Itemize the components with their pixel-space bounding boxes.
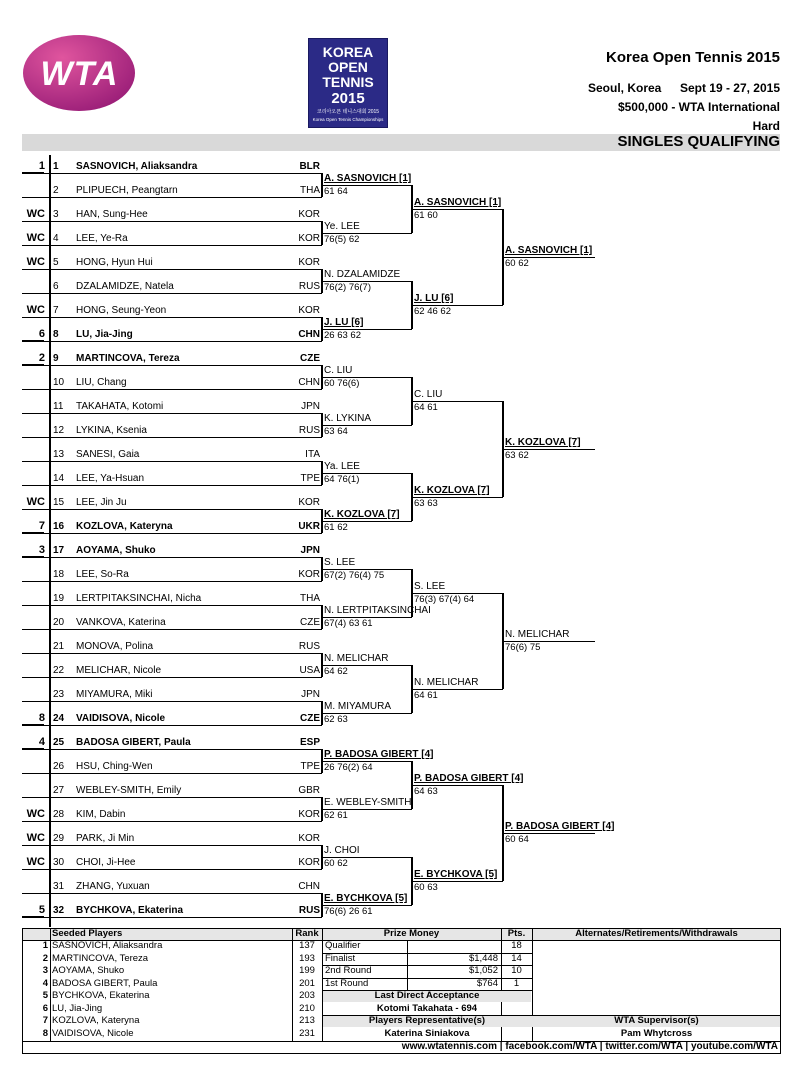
- player-name: LEE, So-Ra: [76, 569, 129, 580]
- seed-rule: [22, 821, 51, 822]
- prize-points: 14: [511, 952, 522, 964]
- player-seed: WC: [26, 232, 45, 244]
- round1-score: 61 64: [324, 186, 348, 197]
- qualifier-score: 60 62: [505, 258, 529, 269]
- player-seed: 6: [38, 328, 45, 340]
- player-name: BYCHKOVA, Ekaterina: [76, 905, 184, 916]
- round2-winner: J. LU [6]: [414, 293, 454, 304]
- player-name: LU, Jia-Jing: [76, 329, 133, 340]
- player-seed: WC: [26, 808, 45, 820]
- seed-rule: [22, 605, 51, 606]
- seed-name: KOZLOVA, Kateryna: [52, 1015, 140, 1026]
- seed-name: MARTINCOVA, Tereza: [52, 952, 149, 964]
- supervisor-label: WTA Supervisor(s): [614, 1015, 699, 1026]
- seed-rule: [22, 245, 51, 246]
- tournament-location: Seoul, Korea: [588, 81, 662, 95]
- player-name: MARTINCOVA, Tereza: [76, 353, 180, 364]
- player-nationality: KOR: [298, 857, 320, 868]
- seed-rule: [22, 701, 51, 702]
- seed-name: LU, Jia-Jing: [52, 1002, 103, 1014]
- seed-rule-bold: [22, 916, 44, 918]
- round1-winner: Ye. LEE: [324, 221, 360, 232]
- player-name: KIM, Dabin: [76, 809, 126, 820]
- player-name: BADOSA GIBERT, Paula: [76, 737, 191, 748]
- player-draw-number: 28: [53, 809, 65, 820]
- player-seed: WC: [26, 832, 45, 844]
- player-line: [51, 653, 322, 654]
- player-draw-number: 18: [53, 569, 65, 580]
- player-nationality: RUS: [298, 425, 320, 436]
- player-seed: WC: [26, 856, 45, 868]
- player-line: [51, 413, 322, 414]
- player-draw-number: 29: [53, 833, 65, 844]
- round1-score: 26 63 62: [324, 330, 361, 341]
- footer-column-rule: [50, 928, 51, 1042]
- player-name: LYKINA, Ksenia: [76, 425, 147, 436]
- prize-round: 1st Round: [325, 977, 369, 989]
- player-line: [51, 485, 322, 486]
- seed-number: 2: [42, 952, 48, 964]
- round2-score: 60 63: [414, 882, 438, 893]
- round1-score: 26 76(2) 64: [324, 762, 373, 773]
- player-name: VAIDISOVA, Nicole: [76, 713, 166, 724]
- qualifier-score: 76(6) 75: [505, 642, 541, 653]
- event-logo-line-4: 2015: [331, 90, 365, 107]
- player-line: [51, 605, 322, 606]
- player-line: [51, 581, 322, 582]
- player-line: [51, 437, 322, 438]
- seed-number: 3: [42, 965, 48, 976]
- player-line: [51, 221, 322, 222]
- round2-winner: N. MELICHAR: [414, 677, 479, 688]
- round1-winner: K. KOZLOVA [7]: [324, 509, 400, 520]
- player-line: [51, 317, 322, 318]
- prize-money-header: Prize Money: [383, 928, 440, 939]
- player-nationality: THA: [300, 593, 320, 604]
- player-draw-number: 21: [53, 641, 65, 652]
- event-logo-line-3: TENNIS: [322, 74, 374, 90]
- seed-rule: [22, 293, 51, 294]
- player-name: HONG, Hyun Hui: [76, 257, 153, 268]
- player-draw-number: 7: [53, 305, 59, 316]
- player-seed: 2: [38, 352, 45, 364]
- prize-amount: $1,448: [468, 952, 498, 964]
- player-name: HONG, Seung-Yeon: [76, 305, 167, 316]
- seed-name: VAIDISOVA, Nicole: [52, 1027, 134, 1039]
- player-nationality: RUS: [298, 905, 320, 916]
- round1-winner: N. LERTPITAKSINCHAI: [324, 605, 431, 616]
- player-line: [51, 725, 322, 726]
- player-draw-number: 31: [53, 881, 65, 892]
- player-name: HAN, Sung-Hee: [76, 209, 148, 220]
- event-logo-line-2: OPEN: [328, 59, 368, 75]
- seed-rule-bold: [22, 172, 44, 174]
- player-nationality: RUS: [298, 281, 320, 292]
- seed-column-rule: [49, 155, 51, 927]
- player-nationality: ESP: [299, 737, 320, 748]
- seed-rule: [22, 581, 51, 582]
- player-line: [51, 845, 322, 846]
- event-logo: [308, 38, 388, 128]
- player-nationality: KOR: [298, 569, 320, 580]
- round1-winner: C. LIU: [324, 365, 353, 376]
- player-draw-number: 14: [53, 473, 65, 484]
- points-header: Pts.: [507, 928, 526, 939]
- seed-number: 6: [42, 1002, 48, 1014]
- seed-rule: [22, 629, 51, 630]
- player-line: [51, 869, 322, 870]
- qualifier-name: K. KOZLOVA [7]: [505, 437, 581, 448]
- round2-score: 64 63: [414, 786, 438, 797]
- player-nationality: ITA: [305, 449, 320, 460]
- seed-rank: 137: [299, 940, 315, 951]
- player-seed: 1: [38, 160, 45, 172]
- event-logo-small: 코리아오픈 테니스대회 2015: [316, 109, 380, 115]
- prize-round: Qualifier: [325, 940, 361, 951]
- round2-winner: C. LIU: [414, 389, 443, 400]
- tournament-dates: Sept 19 - 27, 2015: [679, 81, 780, 95]
- round1-score: 67(4) 63 61: [324, 618, 373, 629]
- seed-rule-bold: [22, 532, 44, 534]
- player-line: [51, 173, 322, 174]
- player-nationality: THA: [300, 185, 320, 196]
- round1-winner: Ya. LEE: [324, 461, 360, 472]
- seed-rule: [22, 269, 51, 270]
- player-name: MONOVA, Polina: [76, 641, 154, 652]
- seed-rule: [22, 653, 51, 654]
- round2-score: 62 46 62: [414, 306, 451, 317]
- player-line: [51, 701, 322, 702]
- seed-rule: [22, 461, 51, 462]
- player-nationality: RUS: [298, 641, 320, 652]
- round1-winner: P. BADOSA GIBERT [4]: [324, 749, 434, 760]
- player-line: [51, 629, 322, 630]
- player-draw-number: 32: [53, 905, 65, 916]
- player-nationality: KOR: [298, 305, 320, 316]
- rep-value: Katerina Siniakova: [384, 1027, 470, 1039]
- player-draw-number: 10: [53, 377, 65, 388]
- seed-rule-bold: [22, 724, 44, 726]
- round2-winner: K. KOZLOVA [7]: [414, 485, 490, 496]
- player-name: PARK, Ji Min: [76, 833, 135, 844]
- player-draw-number: 16: [53, 521, 65, 532]
- prize-points: 18: [511, 940, 522, 951]
- round1-winner: E. WEBLEY-SMITH: [324, 797, 412, 808]
- event-logo-sub: Korea Open Tennis Championships: [312, 117, 384, 122]
- player-name: LEE, Ya-Hsuan: [76, 473, 145, 484]
- player-draw-number: 4: [53, 233, 59, 244]
- player-nationality: TPE: [300, 473, 320, 484]
- round2-score: 63 63: [414, 498, 438, 509]
- player-name: WEBLEY-SMITH, Emily: [76, 785, 182, 796]
- player-draw-number: 5: [53, 257, 59, 268]
- player-nationality: CHN: [298, 329, 320, 340]
- seed-rule: [22, 797, 51, 798]
- round1-score: 64 76(1): [324, 474, 360, 485]
- player-draw-number: 26: [53, 761, 65, 772]
- draw-title: SINGLES QUALIFYING: [617, 133, 780, 150]
- player-line: [51, 893, 322, 894]
- round1-winner: J. CHOI: [324, 845, 360, 856]
- player-line: [51, 365, 322, 366]
- player-seed: 3: [38, 544, 45, 556]
- prize-points: 10: [511, 965, 522, 976]
- seed-rule: [22, 317, 51, 318]
- round1-score: 62 61: [324, 810, 348, 821]
- seed-rule: [22, 389, 51, 390]
- player-seed: WC: [26, 256, 45, 268]
- round1-score: 67(2) 76(4) 75: [324, 570, 385, 581]
- lda-label: Last Direct Acceptance: [374, 990, 480, 1001]
- player-line: [51, 341, 322, 342]
- seed-number: 8: [42, 1027, 48, 1039]
- round2-winner: P. BADOSA GIBERT [4]: [414, 773, 524, 784]
- round1-winner: A. SASNOVICH [1]: [324, 173, 412, 184]
- player-seed: 8: [38, 712, 45, 724]
- prize-amount: $764: [476, 977, 498, 989]
- player-nationality: GBR: [298, 785, 320, 796]
- round1-winner: N. MELICHAR: [324, 653, 389, 664]
- wta-logo-text: WTA: [40, 55, 119, 93]
- player-nationality: CZE: [300, 617, 320, 628]
- qualifier-score: 60 64: [505, 834, 529, 845]
- player-seed: WC: [26, 208, 45, 220]
- player-draw-number: 19: [53, 593, 65, 604]
- round1-score: 62 63: [324, 714, 348, 725]
- prize-round: Finalist: [325, 952, 356, 964]
- player-seed: 5: [38, 904, 45, 916]
- seed-rank: 213: [299, 1015, 315, 1026]
- seed-rank: 193: [299, 952, 315, 964]
- player-line: [51, 389, 322, 390]
- player-nationality: JPN: [300, 545, 320, 556]
- player-nationality: CHN: [298, 881, 320, 892]
- round1-score: 76(6) 26 61: [324, 906, 373, 917]
- round1-score: 63 64: [324, 426, 348, 437]
- seed-rule-bold: [22, 556, 44, 558]
- seed-rule: [22, 437, 51, 438]
- tournament-title: Korea Open Tennis 2015: [606, 49, 780, 66]
- player-name: PLIPUECH, Peangtarn: [76, 185, 178, 196]
- tournament-surface: Hard: [752, 119, 780, 133]
- player-nationality: JPN: [301, 401, 320, 412]
- round1-score: 76(5) 62: [324, 234, 360, 245]
- alternates-header: Alternates/Retirements/Withdrawals: [575, 928, 738, 939]
- player-line: [51, 677, 322, 678]
- seed-rule-bold: [22, 364, 44, 366]
- player-nationality: CZE: [300, 713, 320, 724]
- player-draw-number: 17: [53, 545, 65, 556]
- seed-rank: 203: [299, 990, 315, 1001]
- tournament-prize: $500,000 - WTA International: [617, 100, 780, 114]
- player-nationality: CHN: [298, 377, 320, 388]
- qualifier-score: 63 62: [505, 450, 529, 461]
- player-name: SASNOVICH, Aliaksandra: [76, 161, 198, 172]
- round1-winner: N. DZALAMIDZE: [324, 269, 401, 280]
- round2-score: 64 61: [414, 402, 438, 413]
- seed-number: 7: [42, 1015, 48, 1026]
- seed-name: AOYAMA, Shuko: [52, 965, 125, 976]
- player-draw-number: 2: [53, 185, 59, 196]
- player-draw-number: 30: [53, 857, 65, 868]
- seed-name: SASNOVICH, Aliaksandra: [52, 940, 163, 951]
- seed-rank: 201: [299, 977, 315, 989]
- player-nationality: KOR: [298, 209, 320, 220]
- player-nationality: KOR: [298, 809, 320, 820]
- player-name: KOZLOVA, Kateryna: [76, 521, 173, 532]
- player-name: ZHANG, Yuxuan: [76, 881, 150, 892]
- qualifier-name: P. BADOSA GIBERT [4]: [505, 821, 615, 832]
- player-nationality: KOR: [298, 497, 320, 508]
- player-seed: 4: [38, 736, 45, 748]
- prize-round: 2nd Round: [325, 965, 372, 976]
- seed-rank: 231: [299, 1027, 315, 1039]
- round1-score: 60 62: [324, 858, 348, 869]
- player-line: [51, 533, 322, 534]
- player-draw-number: 15: [53, 497, 65, 508]
- player-line: [51, 917, 322, 918]
- seed-rank: 199: [299, 965, 315, 976]
- player-draw-number: 1: [53, 161, 59, 172]
- seed-number: 1: [42, 940, 48, 951]
- player-name: LEE, Jin Ju: [76, 497, 127, 508]
- player-name: HSU, Ching-Wen: [76, 761, 153, 772]
- player-line: [51, 509, 322, 510]
- player-name: LIU, Chang: [76, 377, 127, 388]
- player-name: LEE, Ye-Ra: [76, 233, 128, 244]
- player-draw-number: 27: [53, 785, 65, 796]
- player-name: VANKOVA, Katerina: [76, 617, 166, 628]
- player-line: [51, 773, 322, 774]
- seed-rule-bold: [22, 340, 44, 342]
- player-line: [51, 197, 322, 198]
- player-seed: 7: [38, 520, 45, 532]
- player-line: [51, 797, 322, 798]
- round1-winner: J. LU [6]: [324, 317, 364, 328]
- rank-header: Rank: [295, 928, 319, 939]
- player-line: [51, 293, 322, 294]
- player-name: DZALAMIDZE, Natela: [76, 281, 174, 292]
- seed-number: 4: [42, 977, 48, 989]
- seed-name: BADOSA GIBERT, Paula: [52, 977, 158, 989]
- player-line: [51, 245, 322, 246]
- player-name: CHOI, Ji-Hee: [76, 857, 136, 868]
- player-draw-number: 6: [53, 281, 59, 292]
- seed-rule: [22, 773, 51, 774]
- rep-label: Players Representative(s): [368, 1015, 486, 1026]
- event-logo-line-1: KOREA: [322, 44, 374, 60]
- player-draw-number: 3: [53, 209, 59, 220]
- player-name: MIYAMURA, Miki: [76, 689, 153, 700]
- round2-score: 61 60: [414, 210, 438, 221]
- player-name: MELICHAR, Nicole: [76, 665, 162, 676]
- player-line: [51, 269, 322, 270]
- player-line: [51, 821, 322, 822]
- player-line: [51, 557, 322, 558]
- seed-rule: [22, 677, 51, 678]
- player-nationality: KOR: [298, 233, 320, 244]
- player-name: LERTPITAKSINCHAI, Nicha: [76, 593, 202, 604]
- player-nationality: USA: [299, 665, 320, 676]
- seed-rule-bold: [22, 748, 44, 750]
- player-seed: WC: [26, 496, 45, 508]
- supervisor-value: Pam Whytcross: [620, 1027, 693, 1039]
- seed-rule: [22, 509, 51, 510]
- prize-points: 1: [513, 977, 520, 989]
- player-draw-number: 20: [53, 617, 65, 628]
- round1-winner: K. LYKINA: [324, 413, 372, 424]
- player-nationality: BLR: [299, 161, 320, 172]
- player-name: SANESI, Gaia: [76, 449, 140, 460]
- seed-rule: [22, 413, 51, 414]
- wta-logo: [22, 33, 137, 113]
- player-draw-number: 13: [53, 449, 65, 460]
- player-nationality: KOR: [298, 257, 320, 268]
- round1-winner: M. MIYAMURA: [324, 701, 392, 712]
- player-nationality: KOR: [298, 833, 320, 844]
- round1-score: 61 62: [324, 522, 348, 533]
- seed-number: 5: [42, 990, 48, 1001]
- round1-score: 76(2) 76(7): [324, 282, 371, 293]
- player-nationality: UKR: [298, 521, 320, 532]
- player-draw-number: 24: [53, 713, 65, 724]
- round2-winner: E. BYCHKOVA [5]: [414, 869, 498, 880]
- seed-rank: 210: [299, 1002, 315, 1014]
- qualifier-name: A. SASNOVICH [1]: [505, 245, 593, 256]
- seed-rule: [22, 893, 51, 894]
- player-draw-number: 11: [53, 401, 64, 412]
- player-name: TAKAHATA, Kotomi: [76, 401, 164, 412]
- round2-winner: A. SASNOVICH [1]: [414, 197, 502, 208]
- seed-rule: [22, 197, 51, 198]
- prize-amount: $1,052: [468, 965, 498, 976]
- qualifier-name: N. MELICHAR: [505, 629, 570, 640]
- seed-rule: [22, 845, 51, 846]
- round1-winner: S. LEE: [324, 557, 356, 568]
- player-draw-number: 22: [53, 665, 65, 676]
- player-draw-number: 23: [53, 689, 65, 700]
- round1-winner: E. BYCHKOVA [5]: [324, 893, 408, 904]
- round2-winner: S. LEE: [414, 581, 446, 592]
- seed-rule: [22, 485, 51, 486]
- seeded-players-header: Seeded Players: [52, 928, 123, 939]
- lda-value: Kotomi Takahata - 694: [376, 1002, 478, 1014]
- round2-score: 76(3) 67(4) 64: [414, 594, 475, 605]
- round1-score: 64 62: [324, 666, 348, 677]
- player-draw-number: 9: [53, 353, 59, 364]
- round1-score: 60 76(6): [324, 378, 360, 389]
- player-draw-number: 12: [53, 425, 65, 436]
- player-seed: WC: [26, 304, 45, 316]
- seed-rule: [22, 869, 51, 870]
- player-draw-number: 25: [53, 737, 65, 748]
- player-nationality: CZE: [300, 353, 320, 364]
- player-nationality: JPN: [301, 689, 320, 700]
- footer-links[interactable]: www.wtatennis.com | facebook.com/WTA | twitter.com/WTA | youtube.com/WTA: [401, 1041, 778, 1052]
- player-line: [51, 749, 322, 750]
- seed-rule: [22, 221, 51, 222]
- seed-name: BYCHKOVA, Ekaterina: [52, 990, 150, 1001]
- player-line: [51, 461, 322, 462]
- player-draw-number: 8: [53, 329, 59, 340]
- player-name: AOYAMA, Shuko: [76, 545, 156, 556]
- round2-score: 64 61: [414, 690, 438, 701]
- player-nationality: TPE: [300, 761, 320, 772]
